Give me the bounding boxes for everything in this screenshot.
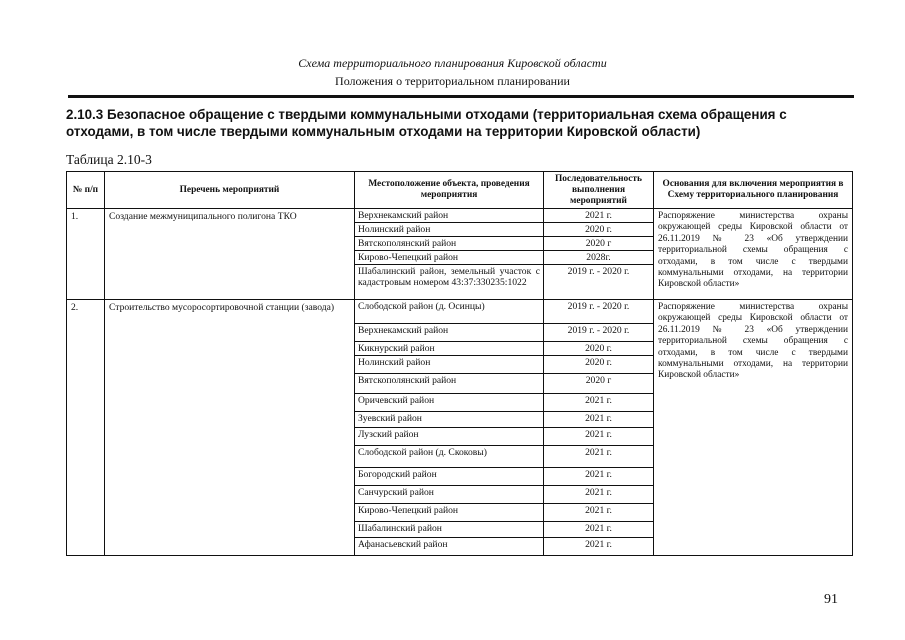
sequence-cell: 2021 г. [544,468,654,486]
section-heading-line-1: 2.10.3 Безопасное обращение с твердыми коммунальными отходами (территориальная схема обращения с [66,107,787,122]
row-number: 2. [67,300,105,556]
basis-cell: Распоряжение министерства охраны окружающей среды Кировской области от 26.11.2019 № 23 «Об утверждении территориальной схемы обращения с отходами, в том числе с твердыми коммунальными отходами, на территории Кировской области» [654,209,853,300]
location-cell: Верхнекамский район [355,324,544,342]
sequence-cell: 2021 г. [544,446,654,468]
section-heading-line-2: отходами, в том числе твердыми коммунальным отходами на территории Кировской области) [66,124,701,139]
sequence-cell: 2019 г. - 2020 г. [544,300,654,324]
measures-table [66,171,853,556]
page-number: 91 [824,592,838,607]
sequence-cell: 2021 г. [544,428,654,446]
header-measures: Перечень мероприятий [105,172,355,209]
location-cell: Нолинский район [355,356,544,374]
header-sequence: Последовательность выполнения мероприятий [544,172,654,209]
location-cell: Кирово-Чепецкий район [355,504,544,522]
document-header-title: Схема территориального планирования Кировской области [298,56,607,70]
location-cell: Лузский район [355,428,544,446]
location-cell: Шабалинский район [355,522,544,538]
basis-cell: Распоряжение министерства охраны окружающей среды Кировской области от 26.11.2019 № 23 «Об утверждении территориальной схемы обращения с отходами, в том числе с твердыми коммунальными отходами, на территории Кировской области» [654,300,853,556]
header-num: № п/п [67,172,105,209]
row-number: 1. [67,209,105,300]
location-cell: Санчурский район [355,486,544,504]
header-location: Местоположение объекта, проведения мероприятия [355,172,544,209]
location-cell: Слободской район (д. Скоковы) [355,446,544,468]
location-cell: Оричевский район [355,394,544,412]
location-cell: Слободской район (д. Осинцы) [355,300,544,324]
table-row [67,209,853,223]
location-cell: Зуевский район [355,412,544,428]
sequence-cell: 2021 г. [544,394,654,412]
sequence-cell: 2020 г [544,237,654,251]
location-cell: Вятскополянский район [355,237,544,251]
header-divider [68,95,854,98]
measure-name: Создание межмуниципального полигона ТКО [105,209,355,300]
table-caption: Таблица 2.10-3 [66,152,152,167]
sequence-cell: 2019 г. - 2020 г. [544,324,654,342]
location-cell: Кирово-Чепецкий район [355,251,544,265]
sequence-cell: 2021 г. [544,538,654,556]
sequence-cell: 2021 г. [544,412,654,428]
header-basis: Основания для включения мероприятия в Схему территориального планирования [654,172,853,209]
location-cell: Богородский район [355,468,544,486]
table-body [67,209,853,556]
sequence-cell: 2021 г. [544,522,654,538]
location-cell: Вятскополянский район [355,374,544,394]
document-header-subtitle: Положения о территориальном планировании [335,74,570,88]
location-cell: Кикнурский район [355,342,544,356]
sequence-cell: 2020 г. [544,356,654,374]
sequence-cell: 2020 г. [544,342,654,356]
sequence-cell: 2021 г. [544,504,654,522]
sequence-cell: 2028г. [544,251,654,265]
sequence-cell: 2021 г. [544,486,654,504]
table-row [67,300,853,324]
location-cell: Верхнекамский район [355,209,544,223]
sequence-cell: 2020 г. [544,223,654,237]
sequence-cell: 2020 г [544,374,654,394]
section-heading [66,106,856,140]
measure-name: Строительство мусоросортировочной станции (завода) [105,300,355,556]
sequence-cell: 2019 г. - 2020 г. [544,265,654,300]
sequence-cell: 2021 г. [544,209,654,223]
location-cell: Нолинский район [355,223,544,237]
location-cell: Афанасьевский район [355,538,544,556]
location-cell: Шабалинский район, земельный участок с кадастровым номером 43:37:330235:1022 [355,265,544,300]
